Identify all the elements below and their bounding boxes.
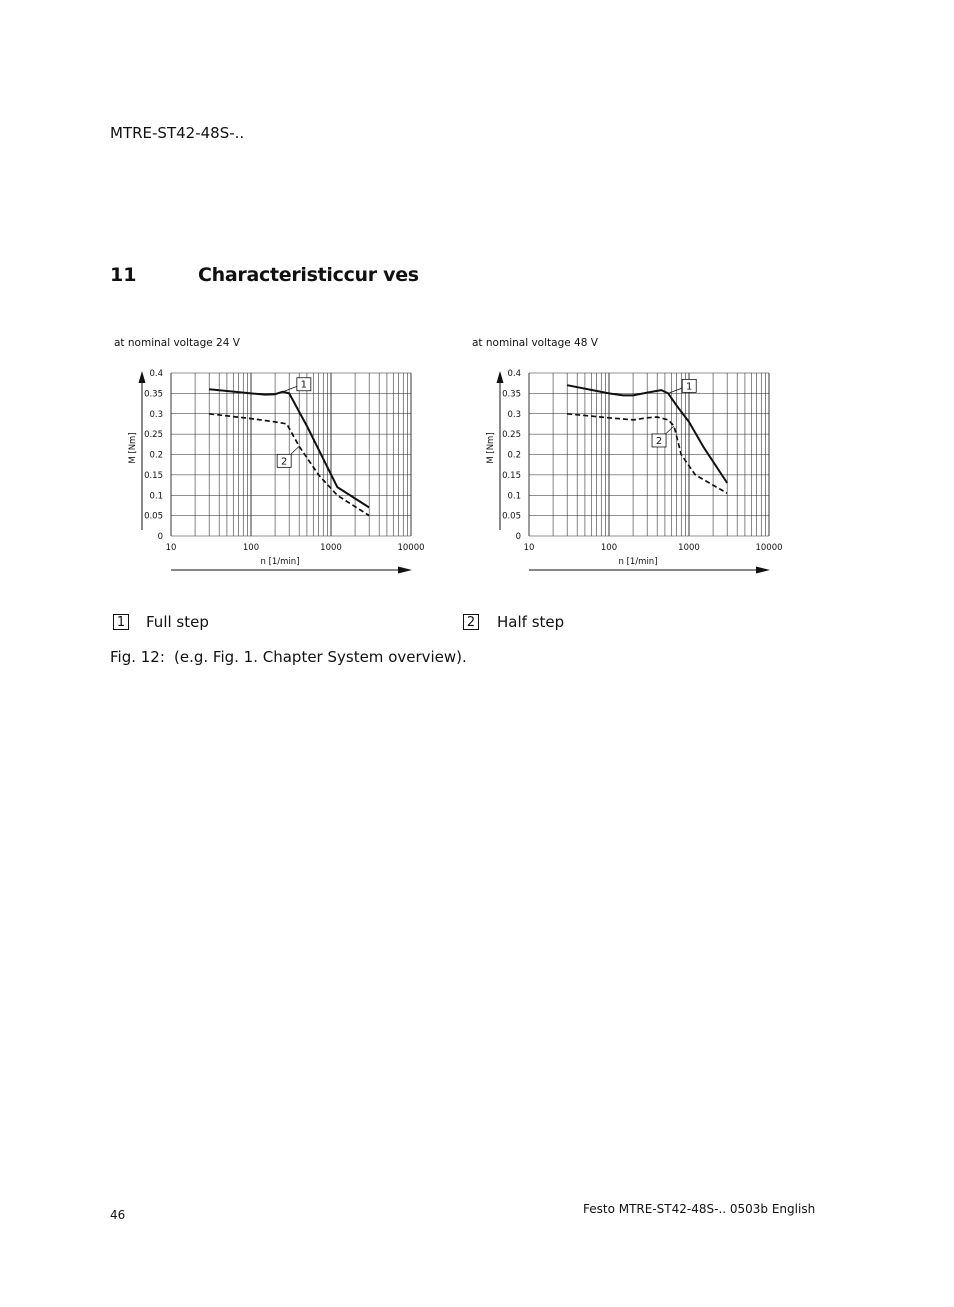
torque-chart-24v [112, 330, 442, 580]
x-tick-label: 1000 [678, 543, 700, 553]
y-tick-label: 0.3 [149, 409, 163, 420]
legend-label-full-step: Full step [146, 613, 209, 631]
footer-text: Festo MTRE-ST42-48S-.. 0503b English [583, 1202, 816, 1216]
legend-marker-full-step: 1 [113, 614, 129, 630]
y-tick-label: 0.1 [149, 491, 163, 502]
legend-marker-half-step: 2 [463, 614, 479, 630]
y-axis-arrowhead [497, 371, 504, 383]
section-title: Characteristiccur ves [198, 264, 419, 286]
series-callout-label: 1 [686, 381, 693, 393]
page-number: 46 [110, 1208, 126, 1222]
x-axis-arrowhead [756, 567, 770, 574]
y-tick-label: 0.35 [502, 389, 521, 400]
document-title: MTRE-ST42-48S-.. [110, 124, 245, 142]
legend-label-half-step: Half step [497, 613, 565, 631]
y-tick-label: 0.05 [144, 511, 163, 522]
torque-chart-48v [470, 330, 800, 580]
x-tick-label: 100 [600, 543, 618, 553]
x-axis-arrowhead [398, 567, 412, 574]
x-tick-label: 10 [165, 543, 177, 553]
x-tick-label: 1000 [320, 543, 342, 553]
y-tick-label: 0.2 [149, 450, 163, 461]
x-axis-label: n [1/min] [618, 557, 658, 567]
y-tick-label: 0.4 [507, 369, 521, 379]
y-axis-arrowhead [139, 371, 146, 383]
y-tick-label: 0.15 [502, 470, 521, 481]
series-callout-label: 1 [300, 379, 308, 391]
x-axis-label: n [1/min] [260, 557, 300, 567]
x-tick-label: 10000 [397, 543, 425, 553]
y-tick-label: 0.3 [507, 409, 521, 420]
y-tick-label: 0.05 [502, 511, 521, 522]
figure-label: Fig. 12: [110, 648, 165, 666]
y-tick-label: 0 [515, 532, 521, 542]
series-callout-label: 2 [280, 456, 288, 468]
series-callout-label: 2 [655, 435, 663, 447]
y-tick-label: 0.1 [507, 491, 521, 502]
section-number: 11 [110, 264, 137, 286]
y-tick-label: 0.4 [149, 369, 163, 379]
y-tick-label: 0 [157, 532, 163, 542]
figure-caption: (e.g. Fig. 1. Chapter System overview). [174, 648, 467, 666]
y-axis-label: M [Nm] [128, 432, 138, 464]
y-tick-label: 0.15 [144, 470, 163, 481]
y-tick-label: 0.35 [144, 389, 163, 400]
x-tick-label: 10 [523, 543, 535, 553]
y-axis-label: M [Nm] [486, 432, 496, 464]
x-tick-label: 10000 [755, 543, 783, 553]
y-tick-label: 0.2 [507, 450, 521, 461]
x-tick-label: 100 [242, 543, 260, 553]
chart-title: at nominal voltage 24 V [114, 337, 240, 349]
y-tick-label: 0.25 [502, 430, 521, 441]
chart-title: at nominal voltage 48 V [472, 337, 598, 349]
y-tick-label: 0.25 [144, 430, 163, 441]
